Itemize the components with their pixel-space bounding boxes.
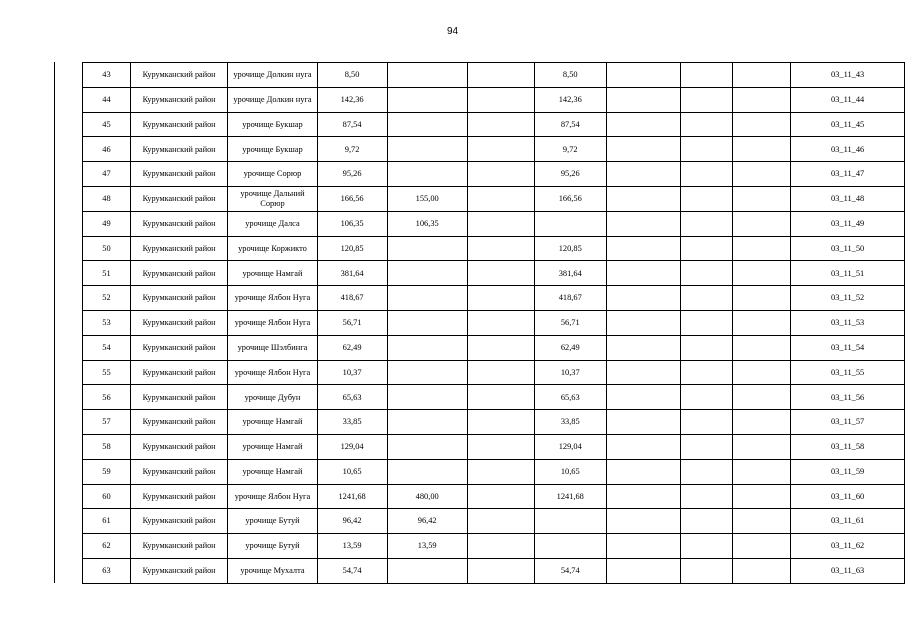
place-name-cell: урочище Дальний Сорюр <box>228 186 317 211</box>
area-col8-cell <box>606 286 681 311</box>
plot-code-cell: 03_11_57 <box>791 410 905 435</box>
area-col5-cell <box>387 63 467 88</box>
plot-code-cell: 03_11_44 <box>791 87 905 112</box>
area-col6-cell <box>467 261 534 286</box>
row-number-cell: 59 <box>83 459 131 484</box>
district-cell: Курумканский район <box>130 534 227 559</box>
area-col5-cell: 106,35 <box>387 211 467 236</box>
area-total-cell: 381,64 <box>317 261 387 286</box>
area-col8-cell <box>606 360 681 385</box>
area-col9-cell <box>681 534 733 559</box>
area-col8-cell <box>606 186 681 211</box>
area-col6-cell <box>467 286 534 311</box>
area-col6-cell <box>467 534 534 559</box>
table-row <box>83 335 905 360</box>
area-col5-cell <box>387 385 467 410</box>
area-col10-cell <box>732 558 790 583</box>
row-number-cell: 62 <box>83 534 131 559</box>
area-col8-cell <box>606 385 681 410</box>
place-name-cell: урочище Ялбон Нуга <box>228 286 317 311</box>
district-cell: Курумканский район <box>130 137 227 162</box>
area-col6-cell <box>467 87 534 112</box>
area-col5-cell <box>387 286 467 311</box>
area-col8-cell <box>606 112 681 137</box>
table-row <box>83 162 905 187</box>
plot-code-cell: 03_11_54 <box>791 335 905 360</box>
row-number-cell: 55 <box>83 360 131 385</box>
place-name-cell: урочище Ялбон Нуга <box>228 310 317 335</box>
table-row <box>83 63 905 88</box>
table-row <box>83 385 905 410</box>
area-col7-cell: 120,85 <box>534 236 606 261</box>
area-col9-cell <box>681 385 733 410</box>
table-row <box>83 87 905 112</box>
area-col8-cell <box>606 484 681 509</box>
row-number-cell: 47 <box>83 162 131 187</box>
area-total-cell: 62,49 <box>317 335 387 360</box>
place-name-cell: урочище Намгай <box>228 434 317 459</box>
district-cell: Курумканский район <box>130 87 227 112</box>
table-row <box>83 459 905 484</box>
area-col10-cell <box>732 211 790 236</box>
area-total-cell: 418,67 <box>317 286 387 311</box>
area-col10-cell <box>732 335 790 360</box>
area-col9-cell <box>681 236 733 261</box>
area-total-cell: 166,56 <box>317 186 387 211</box>
area-total-cell: 54,74 <box>317 558 387 583</box>
table-row <box>83 211 905 236</box>
district-cell: Курумканский район <box>130 509 227 534</box>
area-col10-cell <box>732 360 790 385</box>
place-name-cell: урочище Бутуй <box>228 509 317 534</box>
district-cell: Курумканский район <box>130 360 227 385</box>
area-col5-cell <box>387 87 467 112</box>
area-col7-cell: 381,64 <box>534 261 606 286</box>
row-number-cell: 44 <box>83 87 131 112</box>
place-name-cell: урочище Намгай <box>228 261 317 286</box>
area-total-cell: 65,63 <box>317 385 387 410</box>
plot-code-cell: 03_11_60 <box>791 484 905 509</box>
plot-code-cell: 03_11_63 <box>791 558 905 583</box>
area-col6-cell <box>467 558 534 583</box>
plot-code-cell: 03_11_55 <box>791 360 905 385</box>
area-col9-cell <box>681 509 733 534</box>
place-name-cell: урочище Дубун <box>228 385 317 410</box>
area-col7-cell: 166,56 <box>534 186 606 211</box>
area-col8-cell <box>606 211 681 236</box>
area-col9-cell <box>681 211 733 236</box>
area-col10-cell <box>732 112 790 137</box>
area-col6-cell <box>467 335 534 360</box>
plot-code-cell: 03_11_53 <box>791 310 905 335</box>
row-number-cell: 61 <box>83 509 131 534</box>
area-total-cell: 56,71 <box>317 310 387 335</box>
area-col7-cell: 10,65 <box>534 459 606 484</box>
area-col9-cell <box>681 410 733 435</box>
area-col10-cell <box>732 261 790 286</box>
area-col7-cell: 8,50 <box>534 63 606 88</box>
table-row <box>83 137 905 162</box>
row-number-cell: 56 <box>83 385 131 410</box>
area-col5-cell: 155,00 <box>387 186 467 211</box>
place-name-cell: урочище Намгай <box>228 410 317 435</box>
area-col5-cell <box>387 434 467 459</box>
plot-code-cell: 03_11_46 <box>791 137 905 162</box>
area-col7-cell: 129,04 <box>534 434 606 459</box>
area-col9-cell <box>681 137 733 162</box>
area-col8-cell <box>606 509 681 534</box>
area-col7-cell <box>534 509 606 534</box>
area-col10-cell <box>732 87 790 112</box>
area-col8-cell <box>606 434 681 459</box>
area-total-cell: 87,54 <box>317 112 387 137</box>
area-total-cell: 33,85 <box>317 410 387 435</box>
district-cell: Курумканский район <box>130 385 227 410</box>
district-cell: Курумканский район <box>130 112 227 137</box>
area-col8-cell <box>606 410 681 435</box>
area-col7-cell: 142,36 <box>534 87 606 112</box>
area-col8-cell <box>606 534 681 559</box>
area-col9-cell <box>681 434 733 459</box>
area-col6-cell <box>467 484 534 509</box>
area-col5-cell: 13,59 <box>387 534 467 559</box>
area-col7-cell: 9,72 <box>534 137 606 162</box>
area-col7-cell: 95,26 <box>534 162 606 187</box>
plot-code-cell: 03_11_52 <box>791 286 905 311</box>
place-name-cell: урочище Мухалта <box>228 558 317 583</box>
area-col8-cell <box>606 236 681 261</box>
row-number-cell: 63 <box>83 558 131 583</box>
plot-code-cell: 03_11_45 <box>791 112 905 137</box>
area-total-cell: 95,26 <box>317 162 387 187</box>
place-name-cell: урочище Коржикто <box>228 236 317 261</box>
land-plots-table <box>82 62 905 584</box>
area-col5-cell <box>387 360 467 385</box>
area-col10-cell <box>732 509 790 534</box>
area-col6-cell <box>467 360 534 385</box>
district-cell: Курумканский район <box>130 558 227 583</box>
district-cell: Курумканский район <box>130 211 227 236</box>
area-col9-cell <box>681 162 733 187</box>
area-col10-cell <box>732 63 790 88</box>
area-col6-cell <box>467 434 534 459</box>
area-col9-cell <box>681 335 733 360</box>
place-name-cell: урочище Долкин нуга <box>228 63 317 88</box>
table-row <box>83 261 905 286</box>
area-col8-cell <box>606 558 681 583</box>
area-col8-cell <box>606 63 681 88</box>
area-col5-cell <box>387 310 467 335</box>
area-col9-cell <box>681 459 733 484</box>
area-col5-cell <box>387 335 467 360</box>
area-col7-cell: 1241,68 <box>534 484 606 509</box>
area-col5-cell: 480,00 <box>387 484 467 509</box>
area-col10-cell <box>732 137 790 162</box>
area-col8-cell <box>606 137 681 162</box>
area-col6-cell <box>467 310 534 335</box>
area-col6-cell <box>467 162 534 187</box>
area-col9-cell <box>681 286 733 311</box>
place-name-cell: урочище Бутуй <box>228 534 317 559</box>
area-col6-cell <box>467 211 534 236</box>
area-col9-cell <box>681 63 733 88</box>
plot-code-cell: 03_11_43 <box>791 63 905 88</box>
area-col10-cell <box>732 162 790 187</box>
area-col9-cell <box>681 310 733 335</box>
area-col9-cell <box>681 186 733 211</box>
area-col7-cell: 56,71 <box>534 310 606 335</box>
area-col6-cell <box>467 186 534 211</box>
area-total-cell: 9,72 <box>317 137 387 162</box>
area-col5-cell <box>387 261 467 286</box>
row-number-cell: 53 <box>83 310 131 335</box>
district-cell: Курумканский район <box>130 310 227 335</box>
area-col7-cell <box>534 211 606 236</box>
table-row <box>83 286 905 311</box>
area-col7-cell: 54,74 <box>534 558 606 583</box>
place-name-cell: урочище Букшар <box>228 137 317 162</box>
area-total-cell: 10,65 <box>317 459 387 484</box>
area-col10-cell <box>732 434 790 459</box>
area-col6-cell <box>467 509 534 534</box>
plot-code-cell: 03_11_58 <box>791 434 905 459</box>
table-row <box>83 534 905 559</box>
place-name-cell: урочище Шэлбинга <box>228 335 317 360</box>
district-cell: Курумканский район <box>130 459 227 484</box>
table-row <box>83 112 905 137</box>
row-number-cell: 50 <box>83 236 131 261</box>
area-total-cell: 142,36 <box>317 87 387 112</box>
table-row <box>83 434 905 459</box>
area-col10-cell <box>732 385 790 410</box>
area-col6-cell <box>467 410 534 435</box>
area-col6-cell <box>467 137 534 162</box>
plot-code-cell: 03_11_61 <box>791 509 905 534</box>
district-cell: Курумканский район <box>130 410 227 435</box>
area-col7-cell: 87,54 <box>534 112 606 137</box>
district-cell: Курумканский район <box>130 236 227 261</box>
row-number-cell: 52 <box>83 286 131 311</box>
place-name-cell: урочище Ялбон Нуга <box>228 360 317 385</box>
area-col7-cell: 418,67 <box>534 286 606 311</box>
district-cell: Курумканский район <box>130 434 227 459</box>
area-col5-cell <box>387 459 467 484</box>
table-row <box>83 310 905 335</box>
area-col9-cell <box>681 360 733 385</box>
area-col8-cell <box>606 459 681 484</box>
plot-code-cell: 03_11_59 <box>791 459 905 484</box>
area-col5-cell <box>387 137 467 162</box>
area-total-cell: 1241,68 <box>317 484 387 509</box>
area-col6-cell <box>467 112 534 137</box>
margin-rule <box>54 62 55 583</box>
table-row <box>83 558 905 583</box>
table-row <box>83 484 905 509</box>
area-total-cell: 8,50 <box>317 63 387 88</box>
table-row <box>83 236 905 261</box>
district-cell: Курумканский район <box>130 484 227 509</box>
area-col5-cell <box>387 558 467 583</box>
area-col10-cell <box>732 286 790 311</box>
district-cell: Курумканский район <box>130 63 227 88</box>
row-number-cell: 46 <box>83 137 131 162</box>
area-col10-cell <box>732 186 790 211</box>
row-number-cell: 45 <box>83 112 131 137</box>
row-number-cell: 57 <box>83 410 131 435</box>
table-row <box>83 509 905 534</box>
area-col7-cell: 62,49 <box>534 335 606 360</box>
page-number: 94 <box>446 26 459 37</box>
area-col8-cell <box>606 261 681 286</box>
row-number-cell: 54 <box>83 335 131 360</box>
plot-code-cell: 03_11_48 <box>791 186 905 211</box>
area-col7-cell <box>534 534 606 559</box>
area-col10-cell <box>732 484 790 509</box>
area-col6-cell <box>467 459 534 484</box>
plot-code-cell: 03_11_49 <box>791 211 905 236</box>
area-col8-cell <box>606 310 681 335</box>
area-col5-cell: 96,42 <box>387 509 467 534</box>
district-cell: Курумканский район <box>130 186 227 211</box>
area-col10-cell <box>732 410 790 435</box>
row-number-cell: 51 <box>83 261 131 286</box>
area-col9-cell <box>681 112 733 137</box>
area-total-cell: 129,04 <box>317 434 387 459</box>
row-number-cell: 49 <box>83 211 131 236</box>
district-cell: Курумканский район <box>130 286 227 311</box>
area-col7-cell: 10,37 <box>534 360 606 385</box>
area-col9-cell <box>681 87 733 112</box>
district-cell: Курумканский район <box>130 335 227 360</box>
plot-code-cell: 03_11_56 <box>791 385 905 410</box>
district-cell: Курумканский район <box>130 261 227 286</box>
area-col6-cell <box>467 236 534 261</box>
district-cell: Курумканский район <box>130 162 227 187</box>
area-total-cell: 13,59 <box>317 534 387 559</box>
plot-code-cell: 03_11_62 <box>791 534 905 559</box>
area-total-cell: 120,85 <box>317 236 387 261</box>
table-body <box>83 63 905 584</box>
table-row <box>83 186 905 211</box>
table-row <box>83 360 905 385</box>
row-number-cell: 58 <box>83 434 131 459</box>
area-col5-cell <box>387 112 467 137</box>
area-col7-cell: 33,85 <box>534 410 606 435</box>
area-col5-cell <box>387 162 467 187</box>
area-col10-cell <box>732 310 790 335</box>
place-name-cell: урочище Ялбон Нуга <box>228 484 317 509</box>
table-row <box>83 410 905 435</box>
row-number-cell: 48 <box>83 186 131 211</box>
area-col5-cell <box>387 236 467 261</box>
area-col10-cell <box>732 459 790 484</box>
place-name-cell: урочище Сорюр <box>228 162 317 187</box>
area-col5-cell <box>387 410 467 435</box>
area-total-cell: 106,35 <box>317 211 387 236</box>
area-col9-cell <box>681 261 733 286</box>
area-col8-cell <box>606 87 681 112</box>
plot-code-cell: 03_11_47 <box>791 162 905 187</box>
area-total-cell: 96,42 <box>317 509 387 534</box>
area-col8-cell <box>606 335 681 360</box>
area-col6-cell <box>467 385 534 410</box>
plot-code-cell: 03_11_50 <box>791 236 905 261</box>
place-name-cell: урочище Намгай <box>228 459 317 484</box>
row-number-cell: 60 <box>83 484 131 509</box>
area-col8-cell <box>606 162 681 187</box>
area-col9-cell <box>681 484 733 509</box>
area-col7-cell: 65,63 <box>534 385 606 410</box>
place-name-cell: урочище Долкин нуга <box>228 87 317 112</box>
area-col9-cell <box>681 558 733 583</box>
area-col6-cell <box>467 63 534 88</box>
area-col10-cell <box>732 236 790 261</box>
place-name-cell: урочище Букшар <box>228 112 317 137</box>
area-col10-cell <box>732 534 790 559</box>
area-total-cell: 10,37 <box>317 360 387 385</box>
place-name-cell: урочище Далса <box>228 211 317 236</box>
row-number-cell: 43 <box>83 63 131 88</box>
plot-code-cell: 03_11_51 <box>791 261 905 286</box>
